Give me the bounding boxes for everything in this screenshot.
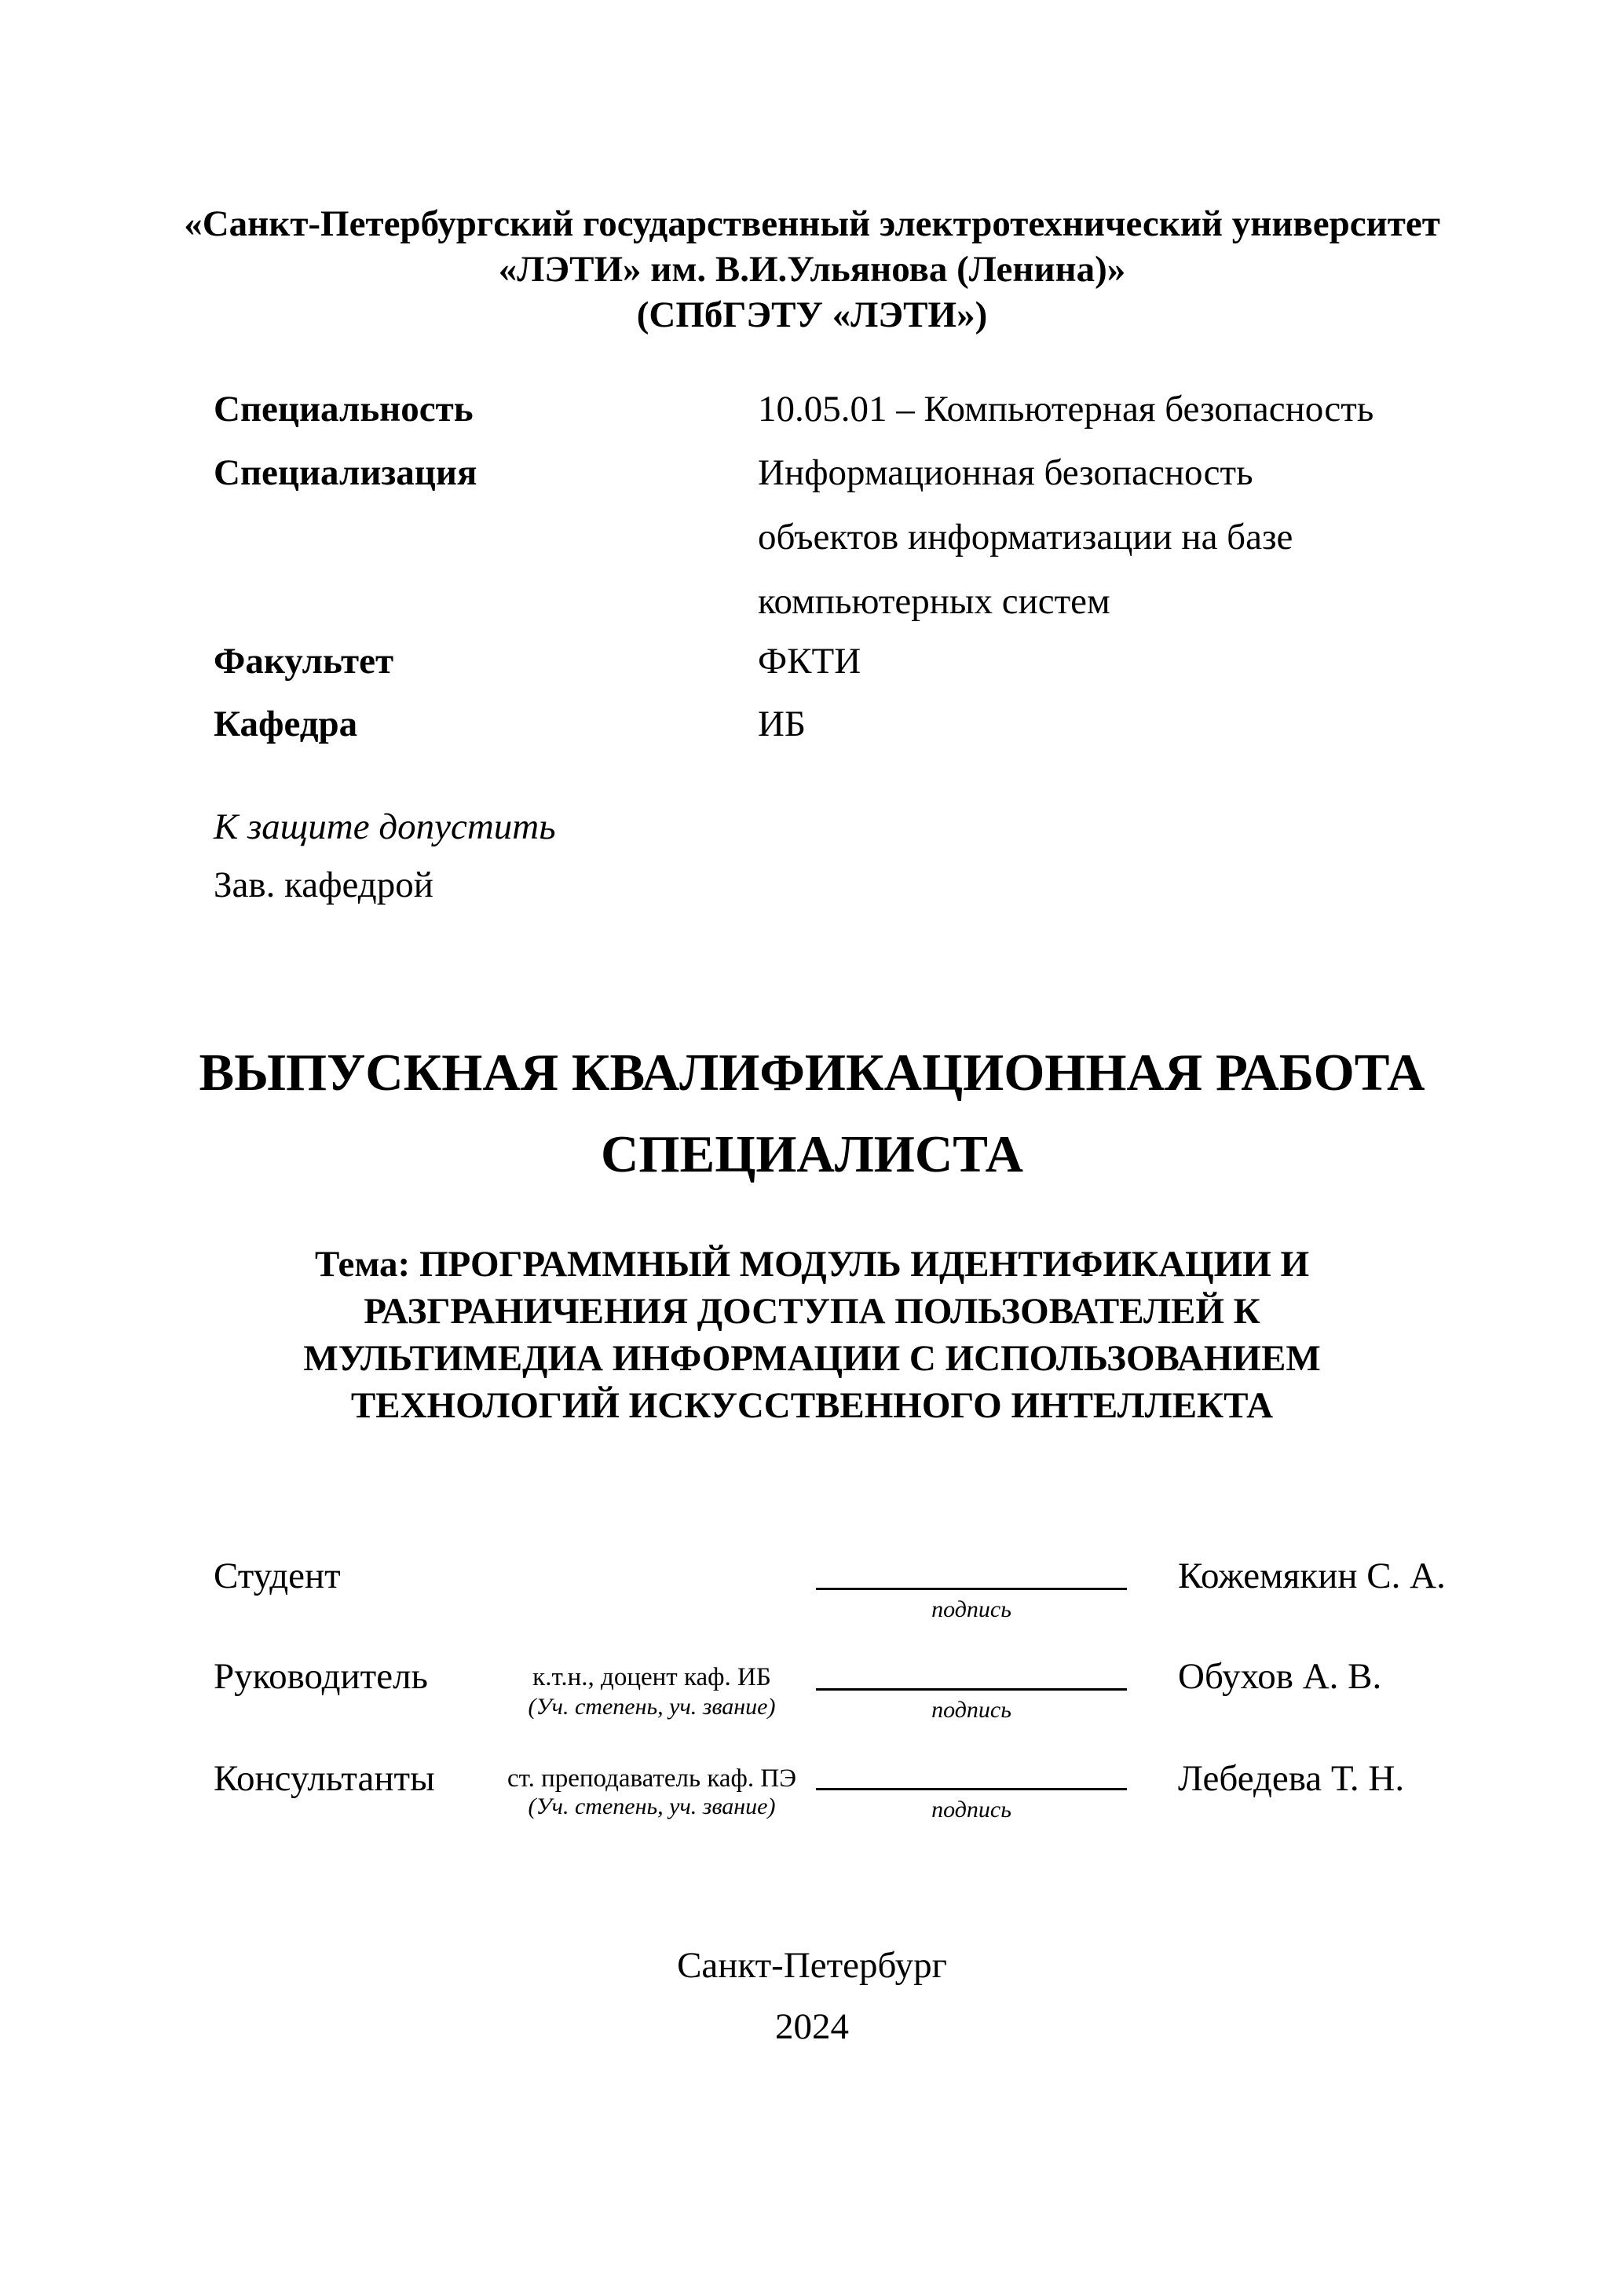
theme-line-4: ТЕХНОЛОГИЙ ИСКУССТВЕННОГО ИНТЕЛЛЕКТА	[350, 1385, 1274, 1426]
signature-qualification-supervisor: к.т.н., доцент каф. ИБ	[532, 1663, 771, 1691]
signature-name-student: Кожемякин С. А.	[1178, 1556, 1446, 1596]
theme-line-1: Тема: ПРОГРАММНЫЙ МОДУЛЬ ИДЕНТИФИКАЦИИ И	[314, 1244, 1310, 1285]
field-label-specialty: Специальность	[214, 389, 474, 430]
signature-role-student: Студент	[214, 1556, 341, 1596]
theme-line-2: РАЗГРАНИЧЕНИЯ ДОСТУПА ПОЛЬЗОВАТЕЛЕЙ К	[364, 1291, 1260, 1332]
admission-permit-line: К защите допустить	[214, 806, 556, 847]
signature-line-student	[816, 1588, 1127, 1590]
signature-caption-supervisor: подпись	[931, 1697, 1011, 1723]
signature-qualification-note-consultants: (Уч. степень, уч. звание)	[528, 1793, 776, 1819]
signature-line-consultants	[816, 1788, 1127, 1790]
field-label-faculty: Факультет	[214, 641, 394, 682]
signature-qualification-note-supervisor: (Уч. степень, уч. звание)	[528, 1694, 776, 1720]
admission-head-of-department-line: Зав. кафедрой	[214, 865, 433, 905]
signature-caption-consultants: подпись	[931, 1797, 1011, 1823]
university-header-line-3: (СПбГЭТУ «ЛЭТИ»)	[636, 294, 988, 335]
signature-role-supervisor: Руководитель	[214, 1656, 428, 1697]
signature-caption-student: подпись	[931, 1596, 1011, 1622]
field-label-department: Кафедра	[214, 704, 358, 744]
signature-line-supervisor	[816, 1688, 1127, 1691]
field-label-specialization: Специализация	[214, 452, 477, 493]
signature-role-consultants: Консультанты	[214, 1758, 435, 1799]
field-value-specialty: 10.05.01 – Компьютерная безопасность	[758, 389, 1374, 430]
signature-qualification-consultants: ст. преподаватель каф. ПЭ	[507, 1764, 796, 1793]
theme-line-3: МУЛЬТИМЕДИА ИНФОРМАЦИИ С ИСПОЛЬЗОВАНИЕМ	[303, 1338, 1321, 1379]
university-header-line-2: «ЛЭТИ» им. В.И.Ульянова (Ленина)»	[498, 249, 1126, 290]
field-value-specialization-line-2: объектов информатизации на базе	[758, 517, 1293, 558]
signature-name-consultants: Лебедева Т. Н.	[1178, 1758, 1405, 1799]
university-header-line-1: «Санкт-Петербургский государственный электротехнический университет	[184, 203, 1440, 244]
field-value-specialization-line-1: Информационная безопасность	[758, 452, 1253, 493]
work-title-line-2: СПЕЦИАЛИСТА	[601, 1125, 1023, 1183]
field-value-specialization-line-3: компьютерных систем	[758, 581, 1110, 622]
field-value-department: ИБ	[758, 704, 806, 744]
work-title-line-1: ВЫПУСКНАЯ КВАЛИФИКАЦИОННАЯ РАБОТА	[199, 1044, 1425, 1102]
footer-city: Санкт-Петербург	[677, 1945, 947, 1986]
footer-year: 2024	[775, 2006, 849, 2047]
field-value-faculty: ФКТИ	[758, 641, 861, 682]
signature-name-supervisor: Обухов А. В.	[1178, 1656, 1382, 1697]
